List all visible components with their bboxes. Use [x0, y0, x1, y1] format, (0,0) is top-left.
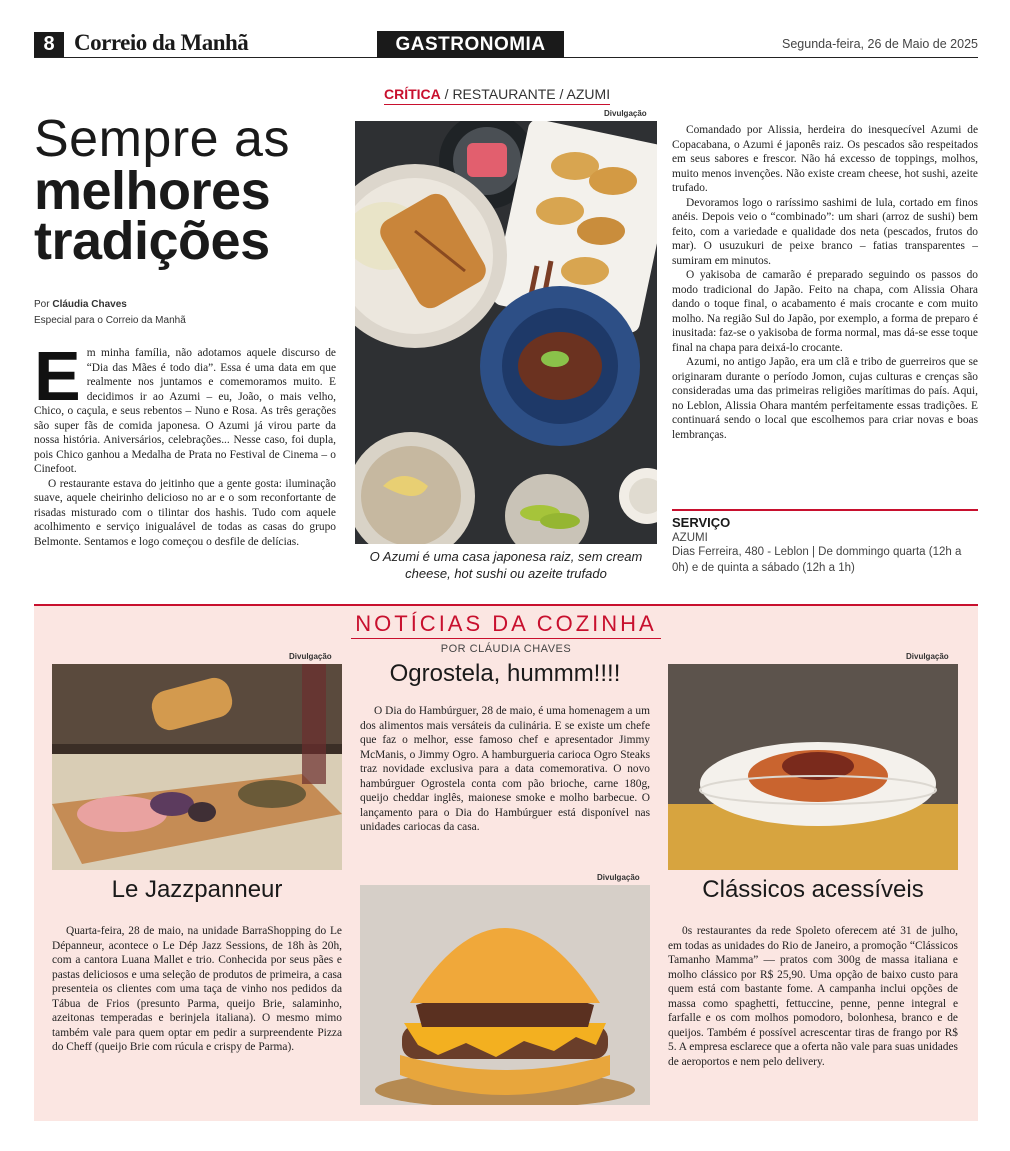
- news-byline: POR CLÁUDIA CHAVES: [440, 643, 572, 655]
- news-left-headline: Le Jazzpanneur: [111, 876, 283, 903]
- service-title: SERVIÇO: [672, 515, 731, 530]
- article-paragraph: Quarta-feira, 28 de maio, na unidade BarraShopping do Le Dépanneur, acontece o Le Dép Jazz Sessions, de 18h às 20h, com a cantora Luana Mallet e trio. Conhecida por seus pães e pastas deliciosos e uma seleção de produtos de primeira, a casa presenteia os clientes com uma taça de vinho nos pedidos da Tábua de Frios (presunto Parma, queijo Brie, salaminho, azeitonas temperadas e berinjela italiana). O mesmo mimo também vale para quem optar em pedir a surpreendente Pizza do Cheff (queijo Brie com rúcula e crispy de Parma).: [52, 925, 342, 1053]
- news-center-text: [360, 704, 650, 835]
- news-title-text: NOTÍCIAS DA COZINHA: [351, 611, 660, 639]
- spaghetti-illustration: [668, 664, 958, 870]
- article-column-3: [672, 123, 978, 442]
- article-paragraph: Azumi, no antigo Japão, era um clã e tribo de guerreiros que se originaram durante o período Jomon, cujas culturas e crenças são consideradas uma das primeiras religiões marítimas do país. Aqui, no Leblon, Alissia Ohara mantém perfeitamente essas tradições. E continuará sendo o local que escolhemos para criar novas e boas lembranças.: [672, 356, 978, 441]
- issue-date: Segunda-feira, 26 de Maio de 2025: [782, 37, 978, 51]
- photo-credit: Divulgação: [604, 109, 647, 118]
- byline-prefix: Por: [34, 299, 53, 310]
- article-paragraph: [34, 337, 336, 477]
- kicker-label: CRÍTICA: [384, 86, 441, 102]
- headline-line-3: tradições: [34, 211, 270, 271]
- article-byline: [34, 297, 186, 329]
- article-paragraph: Comandado por Alissia, herdeira do inesquecível Azumi de Copacabana, o Azumi é japonês raiz. Os pescados são respeitados em seus sabores e frescor. Não há excesso de toppings, molhos, muito menos invenções. Não existe cream cheese, hot sushi, azeite trufado.: [672, 124, 978, 194]
- headline-line-2: melhores: [34, 161, 271, 221]
- article-column-1: [34, 337, 336, 549]
- section-badge: GASTRONOMIA: [377, 31, 564, 58]
- food-spread-illustration: [355, 121, 657, 544]
- news-right-text: [668, 924, 958, 1069]
- photo-credit: Divulgação: [289, 652, 332, 661]
- headline-line-1: Sempre as: [34, 110, 290, 168]
- photo-credit: Divulgação: [597, 873, 640, 882]
- main-photo-japanese-dishes: [355, 121, 657, 544]
- article-kicker: [384, 86, 610, 105]
- paragraph-text: m minha família, não adotamos aquele discurso de “Dia das Mães é todo dia”. Essa é uma data em que realmente nos juntamos e comemoramos muito. E decidimos ir ao Azumi – eu, João, o mais velho, Chico, o caçula, e seus rebentos – Nuno e Rosa. As três gerações são super fãs de comida japonesa. O Azumi já virou parte da nossa história. Aniversários, celebrações... Nesse caso, foi dupla, pois Chico ganhou a Medalha de Prata no Festival de Cinema – o Cinefoot.: [34, 347, 336, 475]
- article-paragraph: 0s restaurantes da rede Spoleto oferecem até 31 de julho, em todas as unidades do Rio de Janeiro, a promoção “Clássicos Tamanho Mamma” — pratos com 300g de massa italiana e molho clássico por R$ 25,90. Uma opção de baixo custo para quem está com bastante fome. A campanha inclui opções de massa como spaghetti, fettuccine, penne, penne integral e farfalle e os com molhos pomodoro, bolonhesa, branco e de queijos. Também é possível acrescentar tiras de frango por R$ 5. A empresa esclarece que a oferta não vale para suas unidades de aeroportos e nem pelo delivery.: [668, 925, 958, 1068]
- masthead-logo: Correio da Manhã: [74, 30, 249, 55]
- news-center-headline: Ogrostela, hummm!!!!: [389, 660, 621, 687]
- main-photo-caption: O Azumi é uma casa japonesa raiz, sem cream cheese, hot sushi ou azeite trufado: [369, 549, 643, 581]
- burger-illustration: [360, 885, 650, 1105]
- photo-spaghetti: [668, 664, 958, 870]
- news-right-headline: Clássicos acessíveis: [702, 876, 924, 903]
- byline-role: Especial para o Correio da Manhã: [34, 315, 186, 326]
- service-box: [672, 509, 978, 576]
- news-box: [34, 604, 978, 1121]
- photo-burger: [360, 885, 650, 1105]
- article-paragraph: O yakisoba de camarão é preparado seguindo os passos do modo tradicional do Japão. Feito na chapa, com Alissia Ohara dando o toque final, o acabamento é mais crocante e com muito molho. Na região Sul do Japão, por exemplo, a forma de preparo é inusitada: faz-se o yakisoba de forma normal, mas dá-se esse toque final na chapa para deixá-lo crocante.: [672, 269, 978, 354]
- article-paragraph: O restaurante estava do jeitinho que a gente gosta: iluminação suave, aquele cheirinho delicioso no ar e o som reconfortante de risadas misturado com o tilintar dos hashis. Tudo com aquele acolhimento e serviço inigualável de todas as casas do grupo Belmonte. Sentamos e logo começou o desfile de delícias.: [34, 477, 336, 548]
- article-headline: [34, 110, 344, 271]
- byline-author: Cláudia Chaves: [52, 299, 127, 310]
- photo-credit: Divulgação: [906, 652, 949, 661]
- news-left-text: [52, 924, 342, 1055]
- page-header: [34, 30, 978, 58]
- news-title: [34, 611, 978, 639]
- page-number: 8: [34, 32, 64, 57]
- service-address-hours: Dias Ferreira, 480 - Leblon | De dommingo quarta (12h a 0h) e de quinta a sábado (12h a 1h): [672, 546, 962, 574]
- article-paragraph: O Dia do Hambúrguer, 28 de maio, é uma homenagem a um dos alimentos mais versáteis da culinária. E se existe um chefe que faz o melhor, esse famoso chef e apresentador Jimmy McManis, o Jimmy Ogro. A hamburgueria carioca Ogro Steaks traz novidade exclusiva para a data comemorativa. O novo hambúrguer Ogrostela conta com pão brioche, carne 180g, queijo cheddar inglês, maionese smoke e molho barbecue. O lançamento para o Dia do Hambúrguer está disponível nas unidades cariocas da casa.: [360, 705, 650, 833]
- kicker-path: / RESTAURANTE / AZUMI: [440, 86, 611, 102]
- article-paragraph: Devoramos logo o raríssimo sashimi de lula, cortado em finos anéis. Depois veio o “combinado”: um shari (arroz de sushi) bem feito, com a variedade e qualidade dos neta (pescados, frutos do mar). O usuzukuri de peixe branco – fatias transparentes – sumiram em minutos.: [672, 196, 978, 267]
- charcuterie-illustration: [52, 664, 342, 870]
- service-restaurant-name: AZUMI: [672, 532, 708, 544]
- photo-charcuterie-board: [52, 664, 342, 870]
- drop-cap: E: [34, 337, 81, 415]
